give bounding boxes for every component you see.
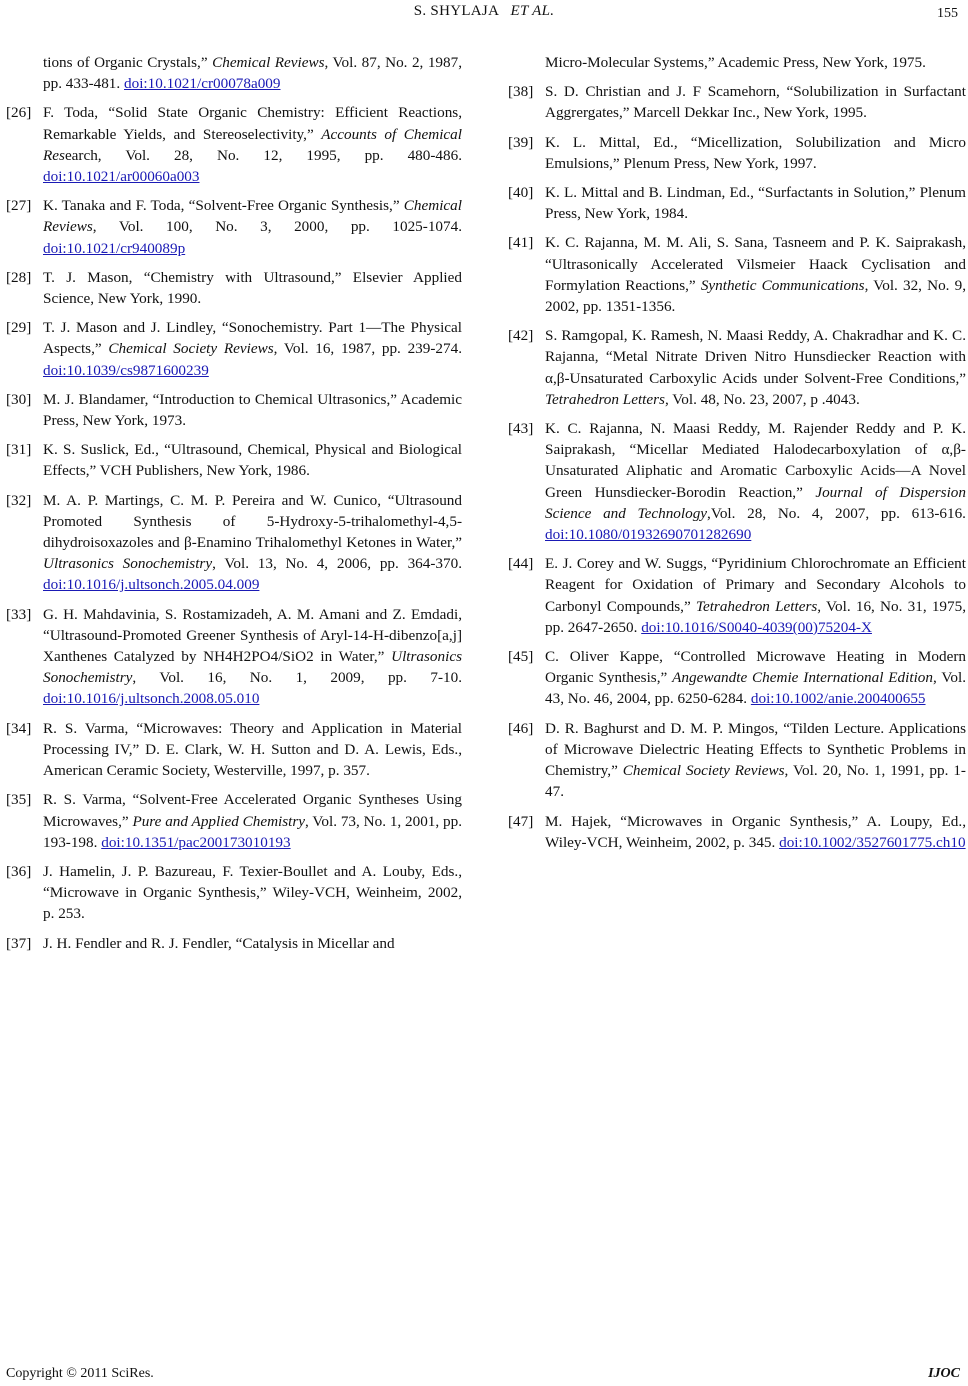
left-reference-list bbox=[6, 102, 462, 953]
reference-item bbox=[6, 102, 462, 187]
ref-number: [32] bbox=[6, 491, 32, 509]
ref-text: K. C. Rajanna, N. Maasi Reddy, M. Rajender Reddy and P. K. Saiprakash, “Micellar Mediated Halodecarboxylation of α,β-Unsaturated Aliphatic and Aromatic Carboxylic Acids—A Novel Green Hunsdiecker-Borodin Reaction,” bbox=[545, 420, 966, 501]
reference-item bbox=[6, 267, 462, 309]
ref-text-after: , Vol. 87, No. 2, 1987, pp. 433-481. bbox=[43, 54, 463, 93]
reference-item bbox=[6, 317, 462, 381]
ref-text: K. L. Mittal, Ed., “Micellization, Solubilization and Micro Emulsions,” Plenum Press, New York, 1997. bbox=[545, 133, 966, 172]
running-head bbox=[0, 3, 968, 20]
reference-item bbox=[508, 646, 966, 710]
ref-body bbox=[43, 789, 462, 853]
ref-text-after: , Vol. 73, No. 1, 2001, pp. 193-198. bbox=[43, 812, 463, 851]
ref-text: F. Toda, “Solid State Organic Chemistry: Efficient Reactions, Remarkable Yields, and Stereoselectivity,” bbox=[43, 104, 462, 143]
reference-item bbox=[508, 718, 966, 803]
ref-text-after: , Vol. 13, No. 4, 2006, pp. 364-370. bbox=[212, 555, 462, 573]
ref-body bbox=[545, 325, 966, 410]
ref-text: S. D. Christian and J. F Scamehorn, “Solubilization in Surfactant Aggrergates,” Marcell Dekkar Inc., New York, 1995. bbox=[545, 83, 966, 122]
ref-number: [40] bbox=[508, 184, 534, 202]
page-footer bbox=[0, 1366, 968, 1386]
ref-text: T. J. Mason and J. Lindley, “Sonochemistry. Part 1—The Physical Aspects,” bbox=[43, 319, 462, 358]
ref-text-after: , Vol. 32, No. 9, 2002, pp. 1351-1356. bbox=[545, 276, 966, 316]
ref-text: K. C. Rajanna, M. M. Ali, S. Sana, Tasneem and P. K. Saiprakash, “Ultrasonically Accelerated Vilsmeier Haack Cyclisation and Formylation Reactions,” bbox=[545, 234, 966, 294]
ref-text: J. H. Fendler and R. J. Fendler, “Catalysis in Micellar and bbox=[43, 934, 395, 952]
doi-link[interactable]: doi:10.1021/ar00060a003 bbox=[43, 168, 200, 186]
reference-item bbox=[6, 789, 462, 853]
ref-body bbox=[545, 418, 966, 545]
ref-body bbox=[545, 718, 966, 803]
ref-body bbox=[43, 861, 462, 925]
reference-item bbox=[508, 325, 966, 410]
doi-link[interactable]: doi:10.1002/anie.200400655 bbox=[750, 690, 926, 708]
ref-text-after: , Vol. 16, 1987, pp. 239-274. bbox=[273, 340, 462, 358]
ref-number: [43] bbox=[508, 420, 534, 438]
ref-text: Micro-Molecular Systems,” Academic Press, New York, 1975. bbox=[545, 54, 926, 71]
ref-text: G. H. Mahdavinia, S. Rostamizadeh, A. M. Amani and Z. Emdadi, “Ultrasound-Promoted Greener Synthesis of Aryl-14-H-dibenzo[a,j] Xanthenes Catalyzed by NH4H2PO4/SiO2 in Water,” bbox=[43, 605, 462, 666]
ref-body bbox=[43, 267, 462, 309]
ref-text: M. Hajek, “Microwaves in Organic Synthesis,” A. Loupy, Ed., Wiley-VCH, Weinheim, 2002, p. 345. bbox=[545, 812, 966, 851]
ref-journal: Chemical Society Reviews bbox=[622, 762, 785, 780]
ref-journal: Angewandte Chemie International Edition bbox=[672, 669, 933, 687]
ref-body bbox=[43, 389, 462, 431]
ref-body bbox=[43, 718, 462, 782]
ref-number: [29] bbox=[6, 319, 32, 337]
ref-body bbox=[545, 81, 966, 123]
ref-text: C. Oliver Kappe, “Controlled Microwave Heating in Modern Organic Synthesis,” bbox=[545, 648, 966, 687]
ref-number: [30] bbox=[6, 390, 32, 408]
journal-abbrev: IJOC bbox=[928, 1366, 960, 1381]
ref-text: K. S. Suslick, Ed., “Ultrasound, Chemical, Physical and Biological Effects,” VCH Publishers, New York, 1986. bbox=[43, 441, 462, 480]
right-column bbox=[508, 52, 966, 861]
ref-number: [36] bbox=[6, 862, 32, 880]
ref-number: [35] bbox=[6, 791, 32, 809]
ref-journal: Accounts of Chemical Res bbox=[43, 125, 462, 164]
doi-link[interactable]: doi:10.1021/cr00078a009 bbox=[124, 75, 281, 93]
ref-text-after: , Vol. 43, No. 46, 2004, pp. 6250-6284. bbox=[545, 669, 966, 708]
ref-body bbox=[43, 102, 462, 187]
reference-item bbox=[6, 861, 462, 925]
ref-text: E. J. Corey and W. Suggs, “Pyridinium Chlorochromate an Efficient Reagent for Oxidation of Primary and Secondary Alcohols to Carbonyl Compounds,” bbox=[545, 555, 966, 615]
reference-continuation bbox=[6, 52, 462, 94]
reference-item bbox=[6, 604, 462, 710]
ref-journal: Journal of Dispersion Science and Technology bbox=[545, 483, 966, 522]
ref-text-after: earch, Vol. 28, No. 12, 1995, pp. 480-486. bbox=[64, 146, 462, 164]
ref-text: R. S. Varma, “Solvent-Free Accelerated Organic Syntheses Using Microwaves,” bbox=[43, 791, 462, 830]
doi-link[interactable]: doi:10.1016/j.ultsonch.2005.04.009 bbox=[43, 576, 260, 594]
ref-text: T. J. Mason, “Chemistry with Ultrasound,” Elsevier Applied Science, New York, 1990. bbox=[43, 268, 462, 308]
reference-item bbox=[6, 490, 462, 596]
ref-body bbox=[43, 439, 462, 481]
ref-body bbox=[43, 490, 462, 596]
ref-text: M. A. P. Martings, C. M. P. Pereira and W. Cunico, “Ultrasound Promoted Synthesis of 5-Hydroxy-5-trihalomethyl-4,5-dihydroisoxazoles and β-Enamino Trihalomethyl Ketones in Water,” bbox=[43, 491, 462, 552]
ref-number: [34] bbox=[6, 719, 32, 737]
ref-journal: Ultrasonics Sonochemistry bbox=[43, 648, 462, 687]
reference-item bbox=[508, 811, 966, 853]
ref-journal: Tetrahedron Letters bbox=[545, 390, 665, 408]
ref-text: K. Tanaka and F. Toda, “Solvent-Free Organic Synthesis,” bbox=[43, 197, 404, 215]
reference-item bbox=[6, 439, 462, 481]
ref-number: [46] bbox=[508, 719, 534, 737]
left-column bbox=[6, 52, 462, 962]
doi-link[interactable]: doi:10.1080/01932690701282690 bbox=[545, 526, 752, 544]
ref-number: [45] bbox=[508, 648, 534, 666]
ref-text: D. R. Baghurst and D. M. P. Mingos, “Tilden Lecture. Applications of Microwave Dielectric Heating Effects to Synthetic Problems in Chemistry,” bbox=[545, 719, 966, 780]
ref-body bbox=[43, 604, 462, 710]
ref-number: [41] bbox=[508, 234, 534, 252]
doi-link[interactable]: doi:10.1002/3527601775.ch10 bbox=[779, 833, 966, 851]
ref-text: M. J. Blandamer, “Introduction to Chemical Ultrasonics,” Academic Press, New York, 1973. bbox=[43, 390, 462, 430]
ref-body bbox=[43, 195, 462, 259]
ref-journal: Tetrahedron Letters bbox=[695, 597, 818, 615]
reference-item bbox=[508, 418, 966, 545]
ref-text-after: , Vol. 16, No. 31, 1975, pp. 2647-2650. bbox=[545, 597, 967, 636]
reference-item bbox=[508, 81, 966, 123]
ref-number: [33] bbox=[6, 605, 32, 623]
ref-text-after: , Vol. 48, No. 23, 2007, p .4043. bbox=[664, 390, 860, 408]
ref-text: tions of Organic Crystals,” bbox=[43, 54, 213, 71]
reference-item bbox=[6, 718, 462, 782]
ref-text-after: , Vol. 20, No. 1, 1991, pp. 1-47. bbox=[545, 762, 966, 801]
ref-number: [39] bbox=[508, 133, 534, 151]
doi-link[interactable]: doi:10.1351/pac200173010193 bbox=[101, 833, 291, 851]
reference-item bbox=[508, 232, 966, 317]
ref-number: [38] bbox=[508, 83, 534, 101]
doi-link[interactable]: doi:10.1021/cr940089p bbox=[43, 239, 186, 257]
ref-text-after: , Vol. 16, No. 1, 2009, pp. 7-10. bbox=[132, 669, 462, 687]
ref-journal: Chemical Reviews bbox=[212, 54, 325, 71]
ref-number: [42] bbox=[508, 327, 534, 345]
reference-item bbox=[6, 933, 462, 954]
ref-text-after: ,Vol. 28, No. 4, 2007, pp. 613-616. bbox=[707, 504, 966, 522]
page-header bbox=[0, 0, 968, 28]
reference-item bbox=[508, 132, 966, 174]
ref-body bbox=[43, 317, 462, 381]
ref-text: K. L. Mittal and B. Lindman, Ed., “Surfactants in Solution,” Plenum Press, New York, 1984. bbox=[545, 184, 966, 223]
reference-item bbox=[508, 182, 966, 224]
reference-item bbox=[6, 389, 462, 431]
ref-body bbox=[545, 646, 966, 710]
right-reference-list bbox=[508, 81, 966, 853]
page-number: 155 bbox=[937, 6, 958, 21]
doi-link[interactable]: doi:10.1016/S0040-4039(00)75204-X bbox=[641, 618, 872, 636]
ref-number: [28] bbox=[6, 268, 32, 286]
ref-number: [26] bbox=[6, 104, 32, 122]
ref-journal: Synthetic Communications bbox=[700, 276, 865, 294]
ref-number: [47] bbox=[508, 812, 534, 830]
ref-body bbox=[545, 182, 966, 224]
doi-link[interactable]: doi:10.1016/j.ultsonch.2008.05.010 bbox=[43, 690, 260, 708]
ref-number: [27] bbox=[6, 197, 32, 215]
ref-number: [44] bbox=[508, 555, 534, 573]
ref-journal: Chemical Reviews bbox=[43, 197, 462, 236]
ref-body bbox=[545, 232, 966, 317]
running-head-et-al: ET AL. bbox=[510, 3, 555, 19]
ref-body bbox=[545, 811, 966, 853]
reference-item bbox=[6, 195, 462, 259]
ref-number: [31] bbox=[6, 441, 32, 459]
reference-item bbox=[508, 553, 966, 638]
ref-journal: Pure and Applied Chemistry bbox=[132, 812, 306, 830]
ref-body bbox=[545, 132, 966, 174]
ref-journal: Chemical Society Reviews bbox=[108, 340, 274, 358]
reference-continuation bbox=[508, 52, 966, 73]
ref-body bbox=[43, 933, 462, 954]
ref-text-after: , Vol. 100, No. 3, 2000, pp. 1025-1074. bbox=[92, 218, 462, 236]
ref-text: S. Ramgopal, K. Ramesh, N. Maasi Reddy, A. Chakradhar and K. C. Rajanna, “Metal Nitrate Driven Nitro Hunsdiecker Reaction with α,β-Unsaturated Carboxylic Acids under Solvent-Free Conditions,” bbox=[545, 327, 966, 387]
ref-number: [37] bbox=[6, 934, 32, 952]
running-head-authors: S. SHYLAJA bbox=[413, 3, 499, 19]
doi-link[interactable]: doi:10.1039/cs9871600239 bbox=[43, 361, 209, 379]
ref-text: J. Hamelin, J. P. Bazureau, F. Texier-Boullet and A. Louby, Eds., “Microwave in Organic Synthesis,” Wiley-VCH, Weinheim, 2002, p. 253. bbox=[43, 862, 462, 923]
ref-journal: Ultrasonics Sonochemistry bbox=[43, 555, 213, 573]
ref-text: R. S. Varma, “Microwaves: Theory and Application in Material Processing IV,” D. E. Clark, W. H. Sutton and D. A. Lewis, Eds., American Ceramic Society, Westerville, 1997, p. 357. bbox=[43, 719, 462, 780]
copyright: Copyright © 2011 SciRes. bbox=[6, 1366, 154, 1381]
ref-body bbox=[545, 553, 966, 638]
